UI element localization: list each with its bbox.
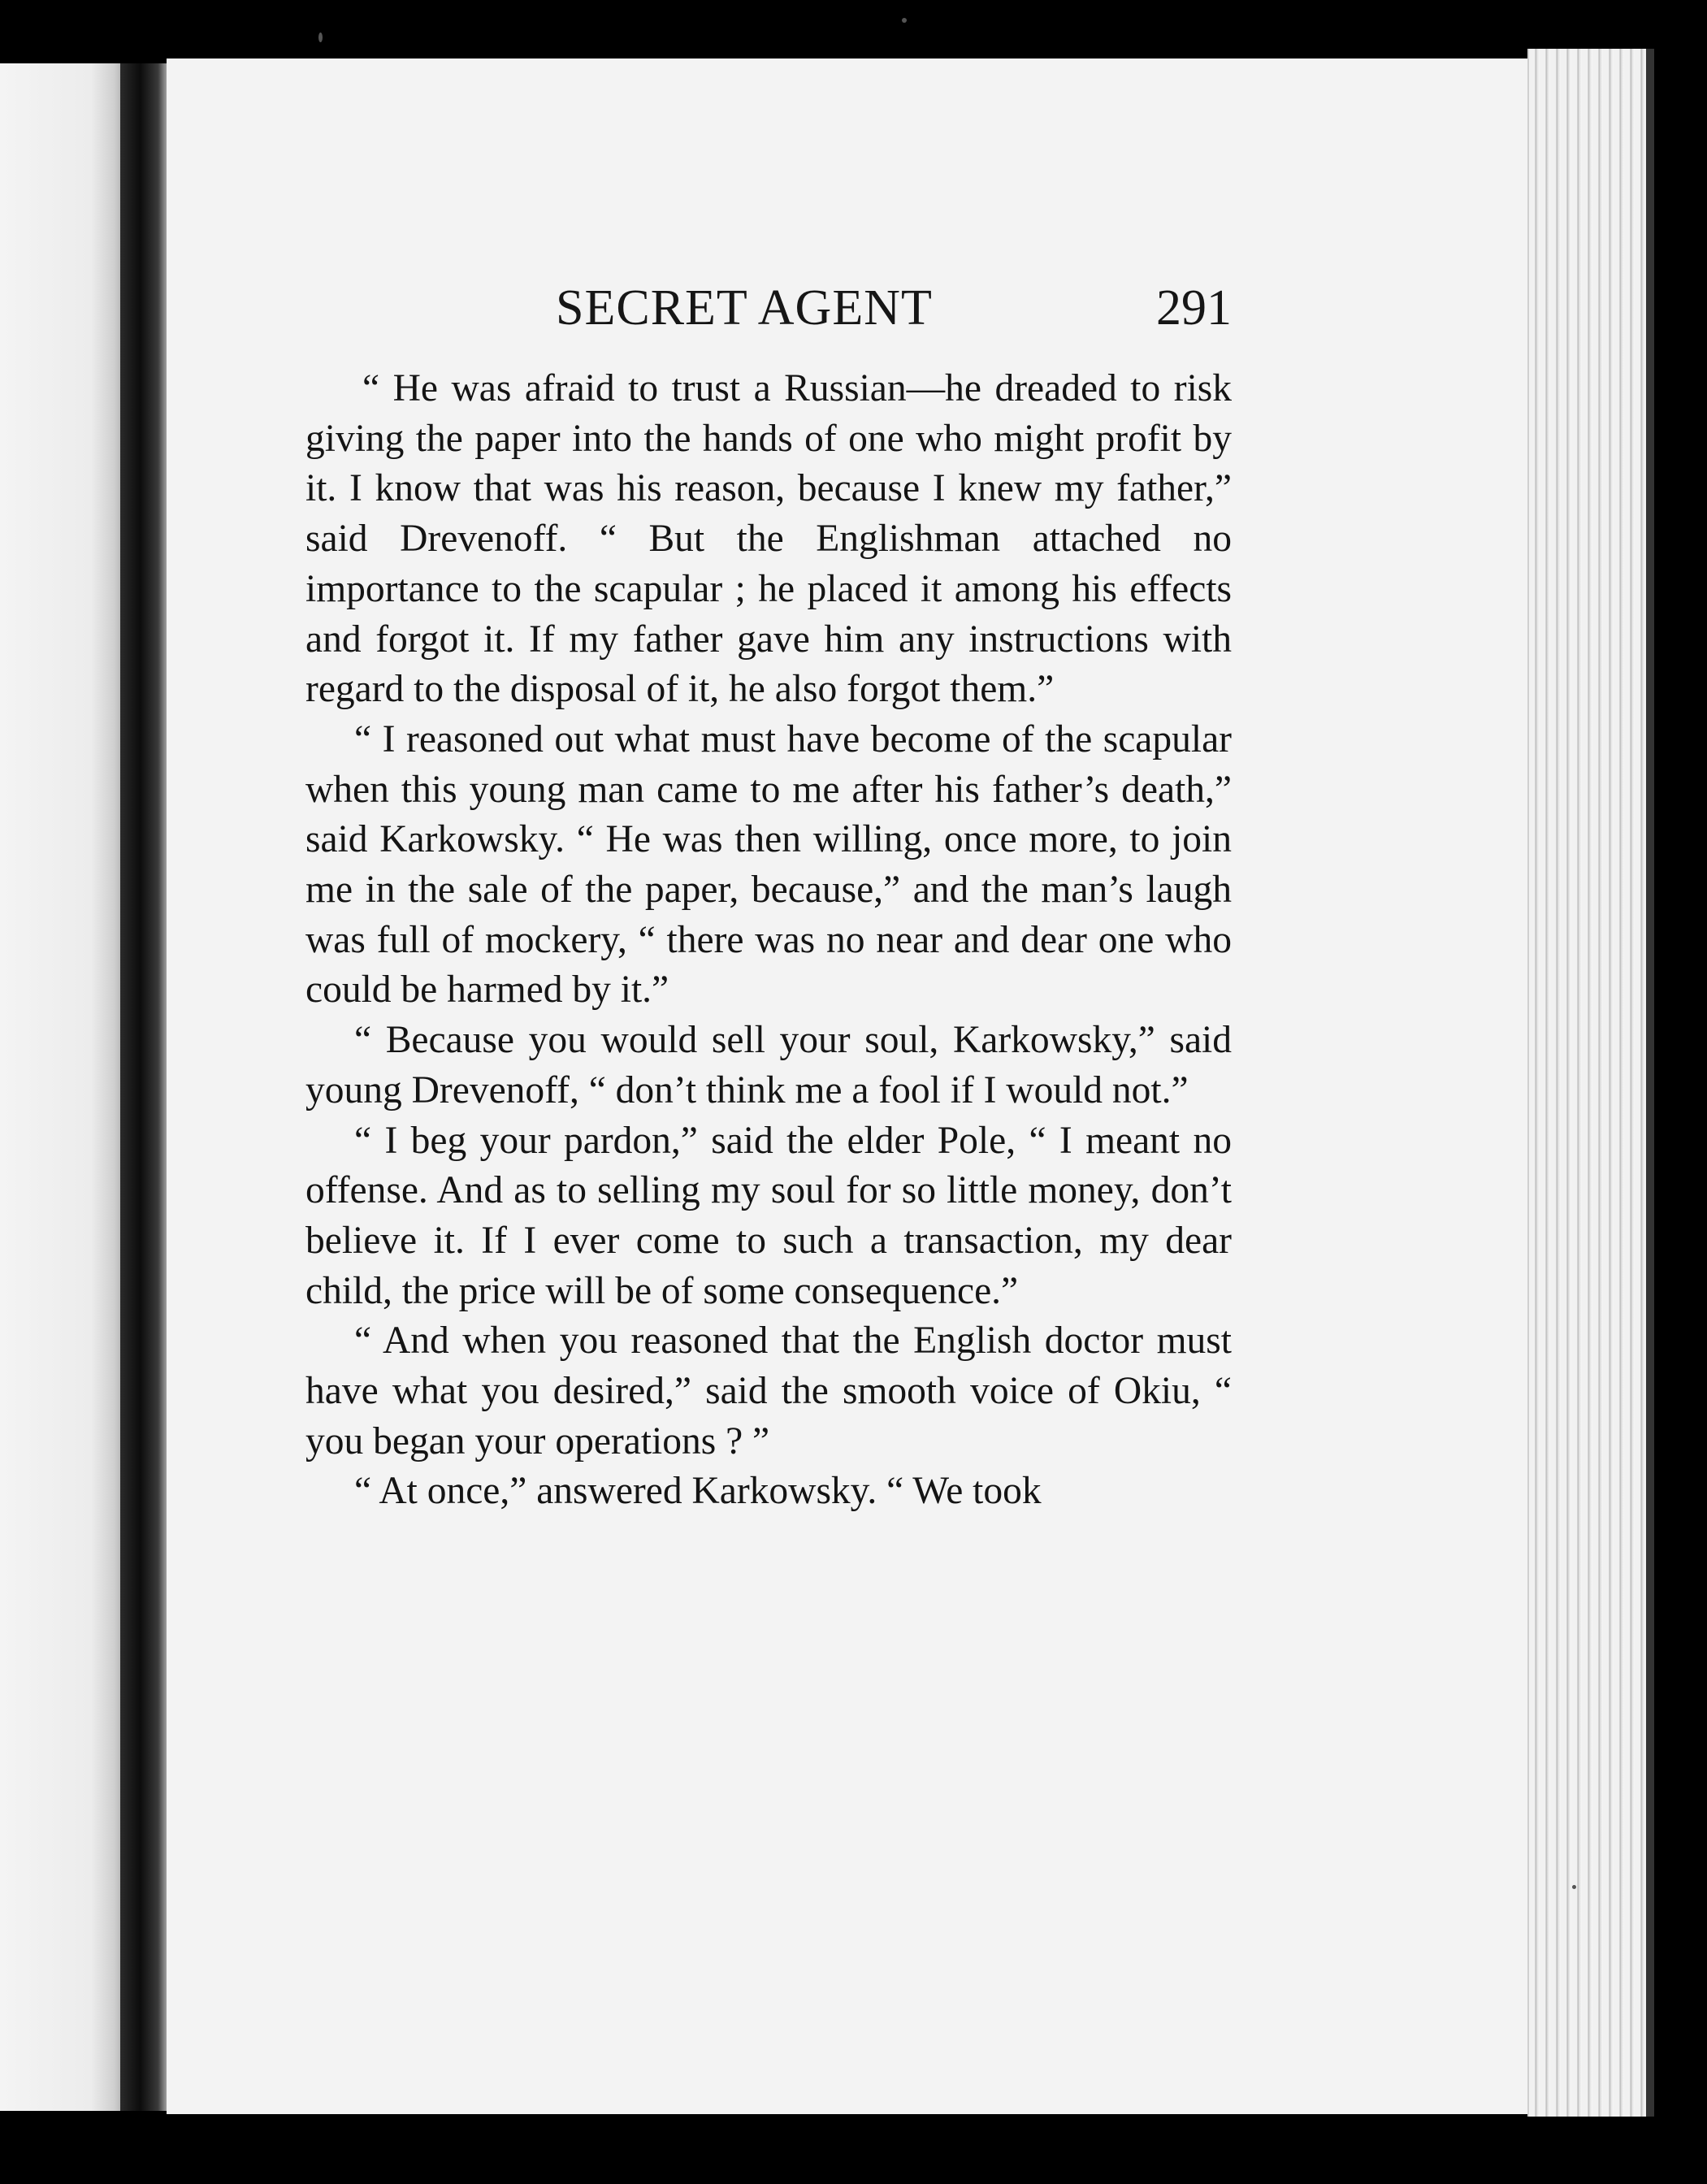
- left-page-edge: [0, 63, 130, 2111]
- paragraph: “ I reasoned out what must have become of the scapular when this young man came to me after his father’s death,” said Karkowsky. “ He was then willing, once more, to join me in the sale of the paper, because,” and the man’s laugh was full of mockery, “ there was no near and dear one who could be harmed by it.”: [305, 717, 1232, 1012]
- paragraph: “ He was afraid to trust a Russian—he dreaded to risk giving the paper into the hands of one who might profit by it. I know that was his reason, because I knew my father,” said Drevenoff. “ But the Englishman attached no importance to the scapular ; he placed it among his effects and forgot it. If my father gave him any instructions with regard to the disposal of it, he also forgot them.”: [305, 367, 1232, 711]
- body-text: [305, 364, 1232, 1517]
- paragraph: “ At once,” answered Karkowsky. “ We took: [354, 1470, 1042, 1513]
- scan-speck: [1572, 1885, 1576, 1889]
- scan-speck: [318, 32, 323, 42]
- paragraph: “ And when you reasoned that the English doctor must have what you desired,” said the smooth voice of Okiu, “ you began your operations ? ”: [305, 1320, 1232, 1462]
- page-edges: [1527, 49, 1651, 2117]
- paragraph: “ Because you would sell your soul, Karkowsky,” said young Drevenoff, “ don’t think me a fool if I would not.”: [305, 1019, 1232, 1112]
- running-head-title: SECRET AGENT: [556, 280, 933, 336]
- running-head: [305, 280, 1232, 344]
- paragraph: “ I beg your pardon,” said the elder Pole, “ I meant no offense. And as to selling my soul for so little money, don’t believe it. If I ever come to such a transaction, my dear child, the price will be of some consequence.”: [305, 1119, 1232, 1312]
- page-number: 291: [1156, 280, 1232, 336]
- scan-speck: [902, 18, 907, 23]
- book-gutter: [120, 63, 171, 2111]
- page-edge-shadow: [1646, 49, 1654, 2117]
